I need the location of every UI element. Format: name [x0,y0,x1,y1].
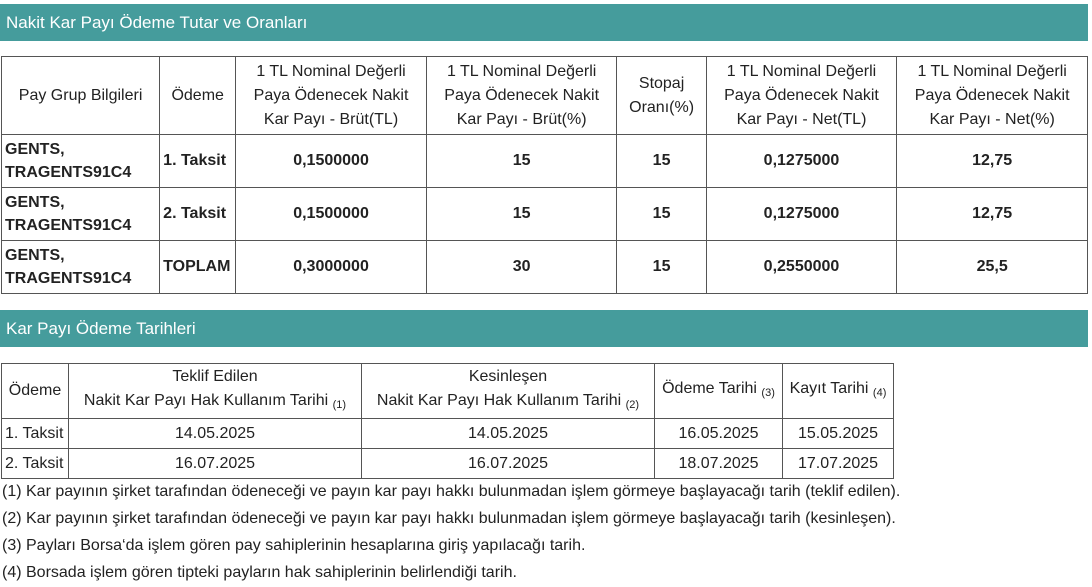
payment-dates-section-header [0,310,1088,347]
table-row-total [2,241,1088,294]
col-header-gross-tl: 1 TL Nominal Değerli Paya Ödenecek Nakit Kar Payı - Brüt(TL) [236,57,427,135]
withholding-cell: 15 [617,188,706,241]
table-header-row [2,57,1088,135]
col-header-net-tl: 1 TL Nominal Değerli Paya Ödenecek Nakit Kar Payı - Net(TL) [706,57,897,135]
payment-cell: 1. Taksit [160,135,236,188]
gross-pct-cell: 15 [426,135,617,188]
dividend-amounts-table [1,56,1088,294]
dividend-amounts-section-header [0,4,1088,41]
section-title: Kar Payı Ödeme Tarihleri [6,319,196,338]
payment-dates-table [1,363,894,479]
pay-group-cell: GENTS, TRAGENTS91C4 [2,188,160,241]
final-date-cell: 16.07.2025 [362,449,655,479]
net-pct-cell: 12,75 [897,135,1088,188]
footnote-3: (3) Payları Borsa‘da işlem gören pay sahiplerinin hesaplarına giriş yapılacağı tarih. [2,537,586,554]
col-header-net-pct: 1 TL Nominal Değerli Paya Ödenecek Nakit Kar Payı - Net(%) [897,57,1088,135]
gross-pct-cell: 30 [426,241,617,294]
pay-group-cell: GENTS, TRAGENTS91C4 [2,241,160,294]
col-header-withholding: Stopaj Oranı(%) [617,57,706,135]
gross-tl-cell: 0,1500000 [236,135,427,188]
footnote-2: (2) Kar payının şirket tarafından ödeneceği ve payın kar payı hakkı bulunmadan işlem görmeye başlayacağı tarih (kesinleşen). [2,510,896,527]
net-tl-cell: 0,2550000 [706,241,897,294]
gross-tl-cell: 0,1500000 [236,188,427,241]
footnote-1: (1) Kar payının şirket tarafından ödeneceği ve payın kar payı hakkı bulunmadan işlem görmeye başlayacağı tarih (teklif edilen). [2,483,901,500]
net-pct-cell: 25,5 [897,241,1088,294]
col-header-record-date: Kayıt Tarihi $^{(4)}$ [783,364,894,419]
table-row [2,419,894,449]
record-date-cell: 15.05.2025 [783,419,894,449]
footnote-4: (4) Borsada işlem gören tipteki payların hak sahiplerinin belirlendiği tarih. [2,564,517,581]
proposed-date-cell: 14.05.2025 [69,419,362,449]
withholding-cell: 15 [617,135,706,188]
table-row [2,135,1088,188]
payment-cell: TOPLAM [160,241,236,294]
proposed-date-cell: 16.07.2025 [69,449,362,479]
gross-tl-cell: 0,3000000 [236,241,427,294]
pay-group-cell: GENTS, TRAGENTS91C4 [2,135,160,188]
net-pct-cell: 12,75 [897,188,1088,241]
col-header-gross-pct: 1 TL Nominal Değerli Paya Ödenecek Nakit Kar Payı - Brüt(%) [426,57,617,135]
col-header-final-date: Kesinleşen Nakit Kar Payı Hak Kullanım Tarihi $^{(2)}$ [362,364,655,419]
net-tl-cell: 0,1275000 [706,135,897,188]
net-tl-cell: 0,1275000 [706,188,897,241]
col-header-payment-date: Ödeme Tarihi $^{(3)}$ [655,364,783,419]
col-header-proposed-date: Teklif Edilen Nakit Kar Payı Hak Kullanım Tarihi $^{(1)}$ [69,364,362,419]
payment-date-cell: 18.07.2025 [655,449,783,479]
payment-cell: 2. Taksit [160,188,236,241]
col-header-payment: Ödeme [160,57,236,135]
section-title: Nakit Kar Payı Ödeme Tutar ve Oranları [6,13,308,32]
record-date-cell: 17.07.2025 [783,449,894,479]
payment-cell: 1. Taksit [2,419,69,449]
table-row [2,188,1088,241]
col-header-pay-group: Pay Grup Bilgileri [2,57,160,135]
payment-date-cell: 16.05.2025 [655,419,783,449]
payment-cell: 2. Taksit [2,449,69,479]
withholding-cell: 15 [617,241,706,294]
gross-pct-cell: 15 [426,188,617,241]
table-header-row [2,364,894,419]
col-header-payment: Ödeme [2,364,69,419]
table-row [2,449,894,479]
final-date-cell: 14.05.2025 [362,419,655,449]
